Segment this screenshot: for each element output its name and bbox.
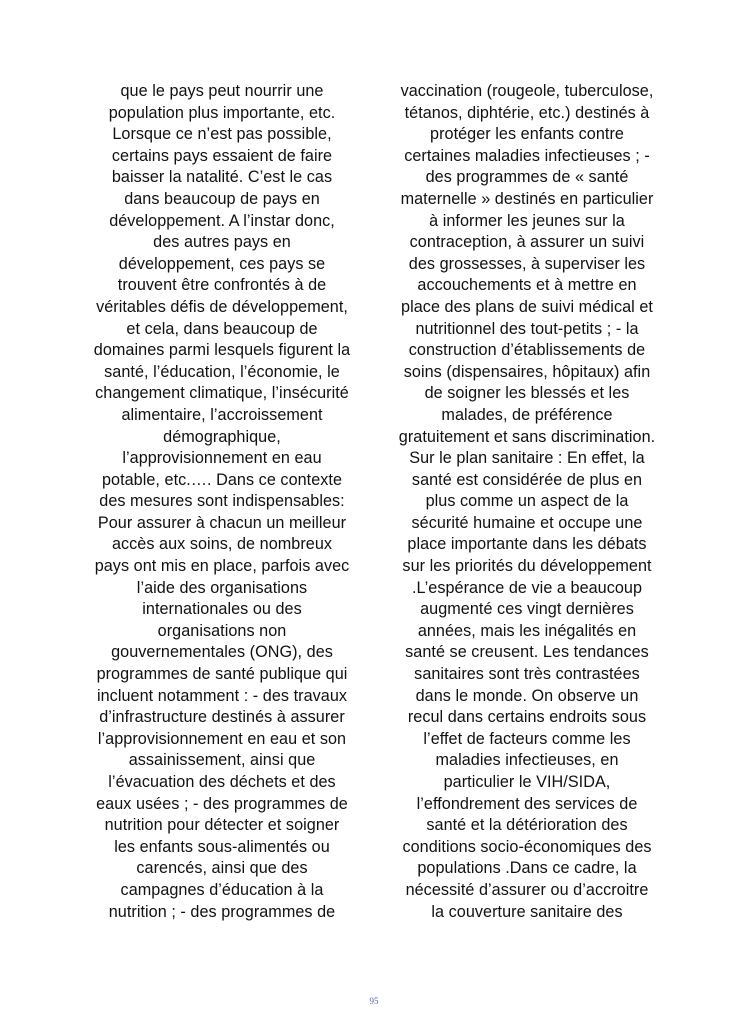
text-line: l’approvisionnement en eau et son [97,729,347,748]
text-line: place des plans de suivi médical et [401,297,653,316]
text-line: tétanos, diphtérie, etc.) destinés à [404,103,650,122]
text-line: internationales ou des [142,600,302,619]
text-line: des autres pays en [153,233,291,252]
text-line: l’aide des organisations [136,578,308,597]
text-line: .L’espérance de vie a beaucoup [411,578,643,597]
text-line: assainissement, ainsi que [128,751,316,770]
text-line: l’effondrement des services de [416,794,638,813]
text-line: et cela, dans beaucoup de [126,319,318,338]
text-line: nécessité d’assurer ou d’accroitre [405,880,649,899]
text-line: trouvent être confrontés à de [117,276,327,295]
text-line: véritables défis de développement, [96,297,348,316]
text-line: démographique, [163,427,281,446]
text-line: que le pays peut nourrir une [120,82,324,100]
text-line: population plus importante, etc. [108,103,336,122]
text-line: certaines maladies infectieuses ; - [404,146,650,165]
text-line: particulier le VIH/SIDA, [443,773,611,791]
text-line: protéger les enfants contre [430,125,624,144]
text-line: années, mais les inégalités en [417,621,637,640]
text-line: contraception, à assurer un suivi [409,233,645,252]
text-line: gouvernementales (ONG), des [111,643,333,662]
text-line: santé et la détérioration des [426,816,628,835]
page-number: 95 [369,996,379,1006]
text-line: malades, de préférence [441,405,613,424]
text-line: santé est considérée de plus en [411,470,643,489]
text-line: dans le monde. On observe un [415,686,639,705]
text-line: l’approvisionnement en eau [122,449,322,468]
text-line: pays ont mis en place, parfois avec [94,557,350,576]
text-line: l’évacuation des déchets et des [108,773,336,791]
text-line: vaccination (rougeole, tuberculose, [400,82,654,100]
text-line: nutritionnel des tout-petits ; - la [415,319,639,338]
text-line: construction d’établissements de [408,341,646,360]
text-line: carencés, ainsi que des [136,859,308,878]
text-line: gratuitement et sans discrimination. [398,427,656,446]
text-line: nutrition ; - des programmes de [108,902,336,921]
text-line: Lorsque ce n’est pas possible, [112,125,332,144]
text-line: des mesures sont indispensables: [99,492,345,511]
text-line: développement, ces pays se [118,254,326,273]
text-line: recul dans certains endroits sous [407,708,647,727]
text-line: les enfants sous-alimentés ou [114,837,330,856]
right-text-column [381,81,673,923]
text-line: accès aux soins, de nombreux [111,535,333,554]
text-line: programmes de santé publique qui [96,665,348,684]
text-line: plus comme un aspect de la [425,492,629,511]
text-line: de soigner les blessés et les [424,384,630,403]
text-line: campagnes d’éducation à la [120,880,324,899]
text-line: potable, etc.…. Dans ce contexte [101,470,343,489]
text-line: développement. A l’instar donc, [109,211,335,230]
text-line: nutrition pour détecter et soigner [104,816,340,835]
text-line: l’effet de facteurs comme les [423,729,631,748]
text-line: accouchements et à mettre en [417,276,637,295]
text-line: la couverture sanitaire des [431,902,623,921]
text-line: à informer les jeunes sur la [429,211,625,230]
text-line: eaux usées ; - des programmes de [96,794,348,813]
text-line: baisser la natalité. C’est le cas [111,168,333,187]
text-line: Sur le plan sanitaire : En effet, la [409,449,645,468]
text-line: maladies infectieuses, en [435,751,619,770]
text-line: incluent notamment : - des travaux [96,686,348,705]
text-line: Pour assurer à chacun un meilleur [97,513,347,532]
text-line: sanitaires sont très contrastées [414,665,640,684]
text-line: place importante dans les débats [407,535,647,554]
left-text-column [76,81,368,923]
text-line: soins (dispensaires, hôpitaux) afin [403,362,651,381]
text-line: des programmes de « santé [425,168,629,187]
text-line: dans beaucoup de pays en [124,189,320,208]
text-line: sur les priorités du développement [402,557,652,576]
text-line: conditions socio-économiques des [402,837,652,856]
text-line: sécurité humaine et occupe une [411,513,643,532]
text-line: augmenté ces vingt dernières [420,600,634,619]
text-line: des grossesses, à superviser les [408,254,646,273]
text-line: populations .Dans ce cadre, la [417,859,637,878]
text-line: d’infrastructure destinés à assurer [99,708,345,727]
text-line: santé se creusent. Les tendances [405,643,649,662]
text-line: alimentaire, l’accroissement [121,405,323,424]
text-line: certains pays essaient de faire [111,146,333,165]
text-line: santé, l’éducation, l’économie, le [104,362,340,381]
text-line: organisations non [157,621,287,640]
text-line: maternelle » destinés en particulier [400,189,654,208]
text-line: domaines parmi lesquels figurent la [93,341,351,360]
text-line: changement climatique, l’insécurité [95,384,349,403]
